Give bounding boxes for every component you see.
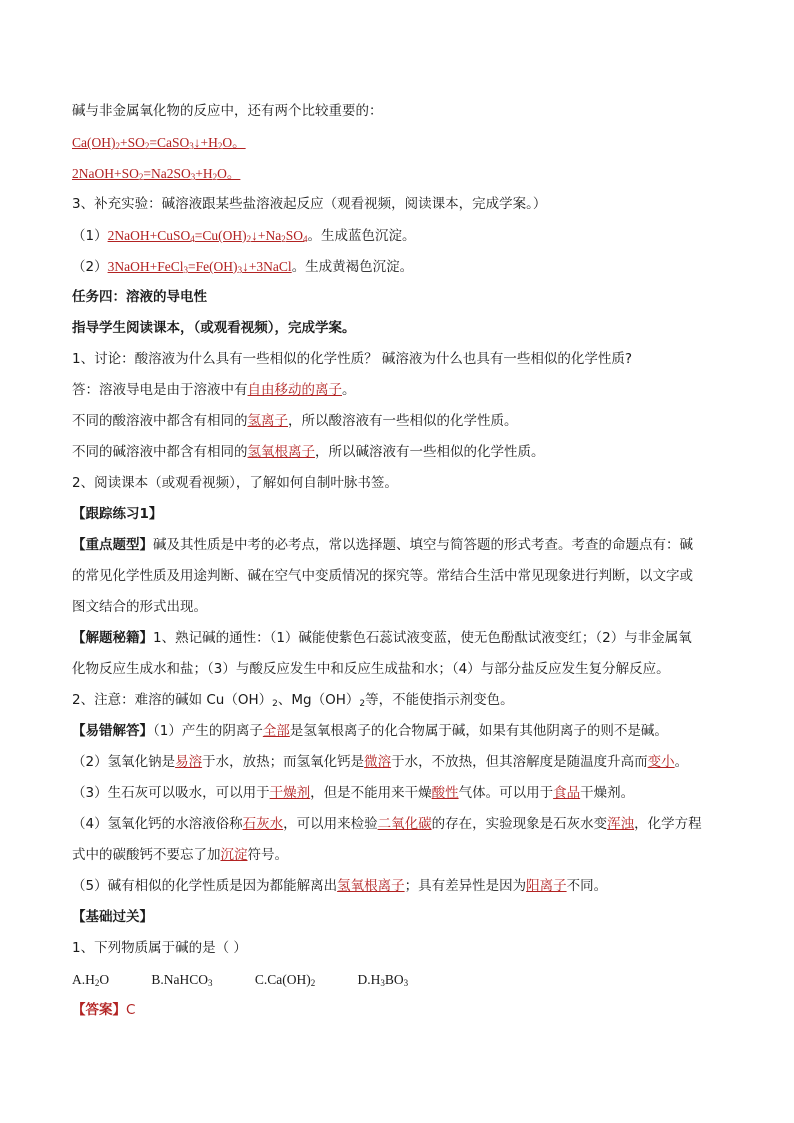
answer-line: 【答案】C <box>72 1002 136 1018</box>
note-line: 2、注意：难溶的碱如 $Cu(OH)_2$、$Mg(OH)_2$等，不能使指示剂变色。 <box>72 692 514 709</box>
option-b: B.NaHCO$_3$ <box>151 972 213 988</box>
reading-task-2: 2、阅读课本（或观看视频），了解如何自制叶脉书签。 <box>72 475 398 491</box>
document-page <box>72 96 722 1026</box>
equation-1: $Ca(OH)_2+SO_2=CaSO_3↓+H_2O$。 <box>72 135 246 151</box>
guide-text: 指导学生阅读课本，（或观看视频），完成学案。 <box>72 320 356 336</box>
answer-line-2: 不同的酸溶液中都含有相同的氢离子，所以酸溶液有一些相似的化学性质。 <box>72 413 518 429</box>
solving-secret: 【解题秘籍】1、熟记碱的通性：（1）碱能使紫色石蕊试液变蓝，使无色酚酞试液变红；（2）与非金属氧 <box>72 630 692 646</box>
basic-heading: 【基础过关】 <box>72 909 153 925</box>
error-prone-2: （2）氢氧化钠是易溶于水，放热；而氢氧化钙是微溶于水，不放热，但其溶解度是随温度升高而变小。 <box>72 754 689 770</box>
intro-text: 碱与非金属氧化物的反应中，还有两个比较重要的： <box>72 103 383 119</box>
follow-practice-heading: 【跟踪练习1】 <box>72 506 163 522</box>
answer-line-1: 答：溶液导电是由于溶液中有自由移动的离子。 <box>72 382 356 398</box>
reaction-2: $(2)3NaOH+FeCl_3=Fe(OH)_3↓+3NaCl$。生成黄褐色沉淀。 <box>72 259 414 275</box>
error-prone-1: 【易错解答】（1）产生的阴离子全部是氢氧根离子的化合物属于碱，如果有其他阴离子的则不是碱。 <box>72 723 668 739</box>
key-question-type-line-2: 的常见化学性质及用途判断、碱在空气中变质情况的探究等。常结合生活中常见现象进行判断，以文字或 <box>72 568 693 584</box>
solving-secret-line-2: 化物反应生成水和盐；（3）与酸反应发生中和反应生成盐和水；（4）与部分盐反应发生复分解反应。 <box>72 661 670 677</box>
option-c: $C.Ca(OH)_2$ <box>254 972 316 988</box>
option-a: $A.H_2O$ <box>72 972 110 988</box>
equation-2: $2NaOH+SO_2=Na2SO_3+H_2O$。 <box>72 166 241 182</box>
key-question-type: 【重点题型】碱及其性质是中考的必考点，常以选择题、填空与简答题的形式考查。考查的命题点有：碱 <box>72 537 693 553</box>
error-prone-4-line-2: 式中的碳酸钙不要忘了加沉淀符号。 <box>72 847 288 863</box>
question-1-options <box>72 964 722 995</box>
experiment-3-text: 3、补充实验：碱溶液跟某些盐溶液起反应（观看视频，阅读课本，完成学案。） <box>72 196 547 212</box>
option-d: $D.H_3BO_3$ <box>357 972 409 988</box>
reaction-1: $(1)2NaOH+CuSO_4=Cu(OH)_2↓+Na_2SO_4$。生成蓝色沉淀。 <box>72 228 416 244</box>
error-prone-4: （4）氢氧化钙的水溶液俗称石灰水，可以用来检验二氧化碳的存在，实验现象是石灰水变浑浊，化学方程 <box>72 816 702 832</box>
answer-line-3: 不同的碱溶液中都含有相同的氢氧根离子，所以碱溶液有一些相似的化学性质。 <box>72 444 545 460</box>
question-1-stem: 1、下列物质属于碱的是（ ） <box>72 940 247 956</box>
discussion-question: 1、讨论：酸溶液为什么具有一些相似的化学性质？ 碱溶液为什么也具有一些相似的化学性质? <box>72 351 633 367</box>
task-4-heading: 任务四：溶液的导电性 <box>72 289 207 305</box>
error-prone-5: （5）碱有相似的化学性质是因为都能解离出氢氧根离子；具有差异性是因为阳离子不同。 <box>72 878 608 894</box>
key-question-type-line-3: 图文结合的形式出现。 <box>72 599 207 615</box>
error-prone-3: （3）生石灰可以吸水，可以用于干燥剂，但是不能用来干燥酸性气体。可以用于食品干燥剂。 <box>72 785 635 801</box>
